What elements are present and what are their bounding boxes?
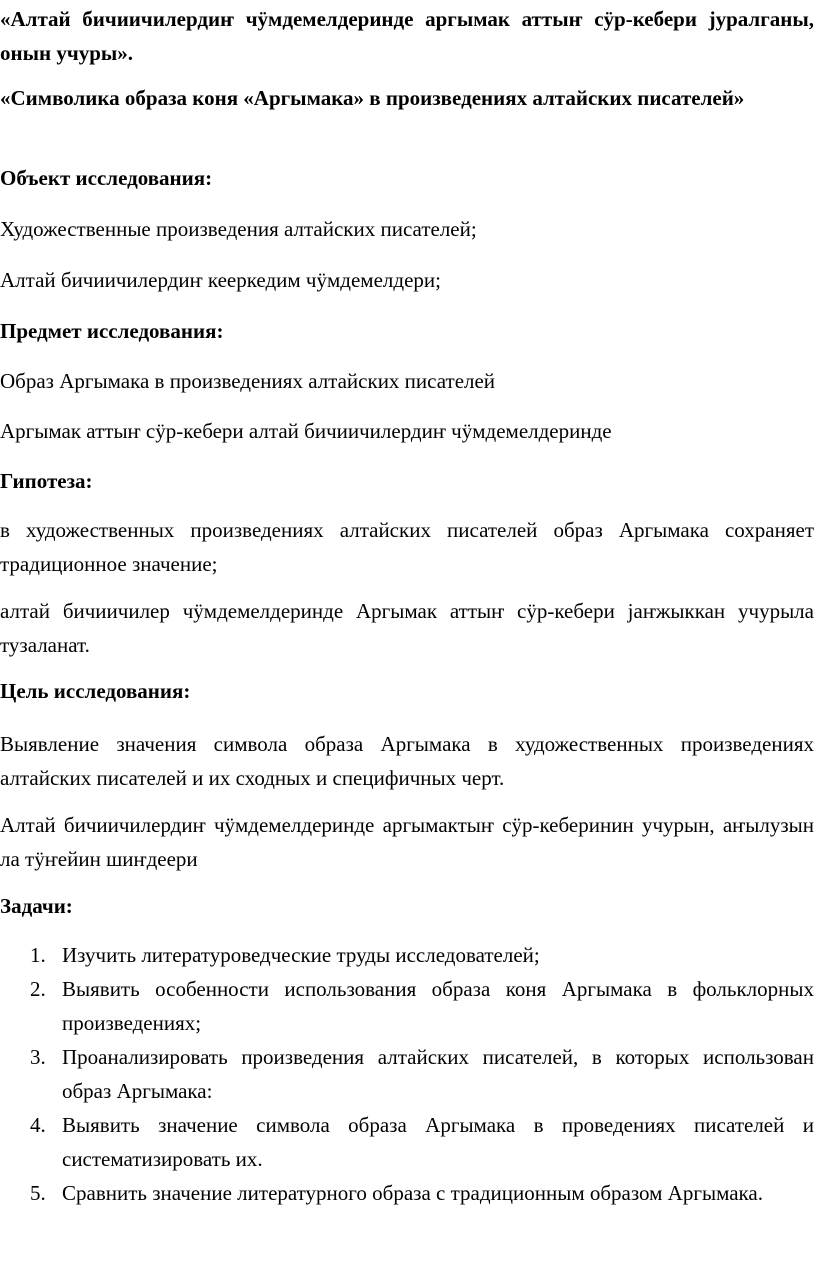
goal-line-1: Выявление значения символа образа Аргымака в художественных произведениях алтайских писателей и их сходных и специфичных черт. — [0, 732, 814, 790]
hypothesis-line-1: в художественных произведениях алтайских писателей образ Аргымака сохраняет традиционное значение; — [0, 518, 814, 576]
hypothesis-line-2: алтай бичиичилер чӱмдемелдеринде Аргымак аттыҥ сӱр-кебери јаҥжыккан учурыла тузаланат. — [0, 599, 814, 657]
task-number: 3. — [30, 1045, 46, 1069]
task-number: 4. — [30, 1113, 46, 1137]
task-number: 5. — [30, 1181, 46, 1205]
subject-line-1: Образ Аргымака в произведениях алтайских писателей — [0, 369, 496, 393]
task-number: 2. — [30, 977, 46, 1001]
task-item — [0, 938, 814, 972]
object-line-1: Художественные произведения алтайских писателей; — [0, 217, 477, 241]
tasks-list — [0, 938, 814, 1210]
task-text: Выявить значение символа образа Аргымака в проведениях писателей и систематизировать их. — [62, 1113, 814, 1171]
subject-line-2: Аргымак аттыҥ сӱр-кебери алтай бичиичилердиҥ чӱмдемелдеринде — [0, 419, 612, 443]
task-item — [0, 972, 814, 1040]
goal-line-2: Алтай бичиичилердиҥ чӱмдемелдеринде аргымактыҥ сӱр-кеберинин учурын, аҥылузын ла тӱҥейин шиҥдеери — [0, 813, 814, 871]
object-heading: Объект исследования: — [0, 166, 213, 190]
task-item — [0, 1040, 814, 1108]
task-text: Изучить литературоведческие труды исследователей; — [62, 943, 540, 967]
goal-heading: Цель исследования: — [0, 679, 191, 703]
hypothesis-heading: Гипотеза: — [0, 469, 93, 493]
task-item — [0, 1108, 814, 1176]
task-text: Выявить особенности использования образа коня Аргымака в фольклорных произведениях; — [62, 977, 814, 1035]
task-item — [0, 1176, 814, 1210]
task-text: Проанализировать произведения алтайских писателей, в которых использован образ Аргымака: — [62, 1045, 814, 1103]
task-number: 1. — [30, 943, 46, 967]
title-russian: «Символика образа коня «Аргымака» в произведениях алтайских писателей» — [0, 86, 745, 110]
task-text: Сравнить значение литературного образа с традиционным образом Аргымака. — [62, 1181, 763, 1205]
subject-heading: Предмет исследования: — [0, 319, 224, 343]
tasks-heading: Задачи: — [0, 894, 73, 918]
title-altai: «Алтай бичиичилердиҥ чӱмдемелдеринде аргымак аттыҥ сӱр-кебери јуралганы, онын учуры». — [0, 7, 814, 65]
object-line-2: Алтай бичиичилердиҥ кееркедим чӱмдемелдери; — [0, 268, 441, 292]
